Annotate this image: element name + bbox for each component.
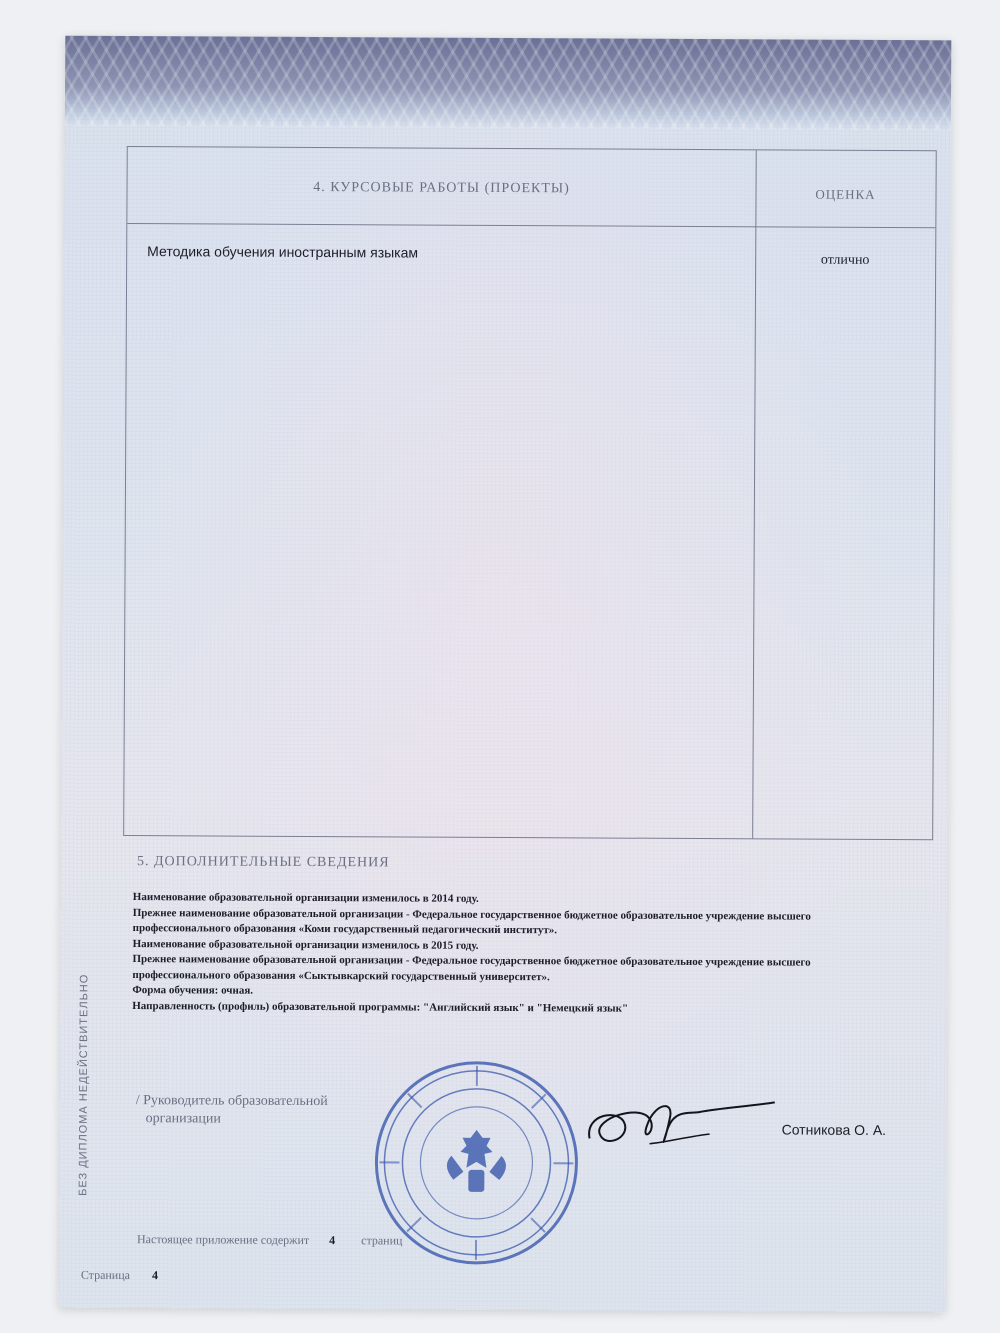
page-label: Страница <box>80 1267 131 1283</box>
coursework-section-title: 4. КУРСОВЫЕ РАБОТЫ (ПРОЕКТЫ) <box>313 179 570 197</box>
signatory-title-line2: организации <box>145 1111 221 1127</box>
additional-info-title: 5. ДОПОЛНИТЕЛЬНЫЕ СВЕДЕНИЯ <box>136 854 390 871</box>
pages-count-statement <box>137 1232 403 1248</box>
grade-column-header: ОЦЕНКА <box>815 186 876 202</box>
additional-info-line: профессионального образования «Сыктывкарский государственный университет». <box>132 968 550 983</box>
pages-count-unit: страниц <box>361 1233 403 1248</box>
additional-info-line: Форма обучения: очная. <box>132 984 254 997</box>
handwritten-signature <box>579 1083 779 1164</box>
pages-count-value: 4 <box>329 1233 336 1248</box>
pages-count-label: Настоящее приложение содержит <box>136 1232 310 1247</box>
additional-info-line: Направленность (профиль) образовательной программы: "Английский язык" и "Немецкий язык" <box>132 999 629 1015</box>
security-pattern-band <box>65 36 951 131</box>
additional-info-line: Прежнее наименование образовательной организации - Федеральное государственное бюджетное образовательное учреждение высшего <box>132 906 811 923</box>
additional-info-line: профессионального образования «Коми государственный педагогический институт». <box>132 922 558 937</box>
additional-info-line: Прежнее наименование образовательной организации - Федеральное государственное бюджетное образовательное учреждение высшего <box>132 953 811 969</box>
coursework-name: Методика обучения иностранным языкам <box>147 243 419 261</box>
signatory-title-line <box>136 1110 366 1129</box>
validity-side-note: БЕЗ ДИПЛОМА НЕДЕЙСТВИТЕЛЬНО <box>77 973 91 1196</box>
additional-info-line: Наименование образовательной организации изменилось в 2015 году. <box>132 937 479 952</box>
page-number-statement <box>81 1268 158 1283</box>
additional-info-line: Наименование образовательной организации изменилось в 2014 году. <box>132 891 479 905</box>
official-seal-stamp <box>371 1057 582 1268</box>
coursework-grade: отлично <box>820 252 870 268</box>
diploma-supplement-page <box>59 36 952 1313</box>
signatory-title-line1: Руководитель образовательной <box>143 1093 328 1110</box>
table-header-divider <box>127 223 935 228</box>
additional-info-text <box>132 890 913 1018</box>
signatory-title <box>136 1092 366 1129</box>
coursework-table <box>123 146 937 840</box>
signatory-name: Сотникова О. А. <box>781 1121 887 1139</box>
signatory-title-line: / Руководитель образовательной <box>135 1093 328 1110</box>
page-number-value: 4 <box>151 1268 159 1283</box>
